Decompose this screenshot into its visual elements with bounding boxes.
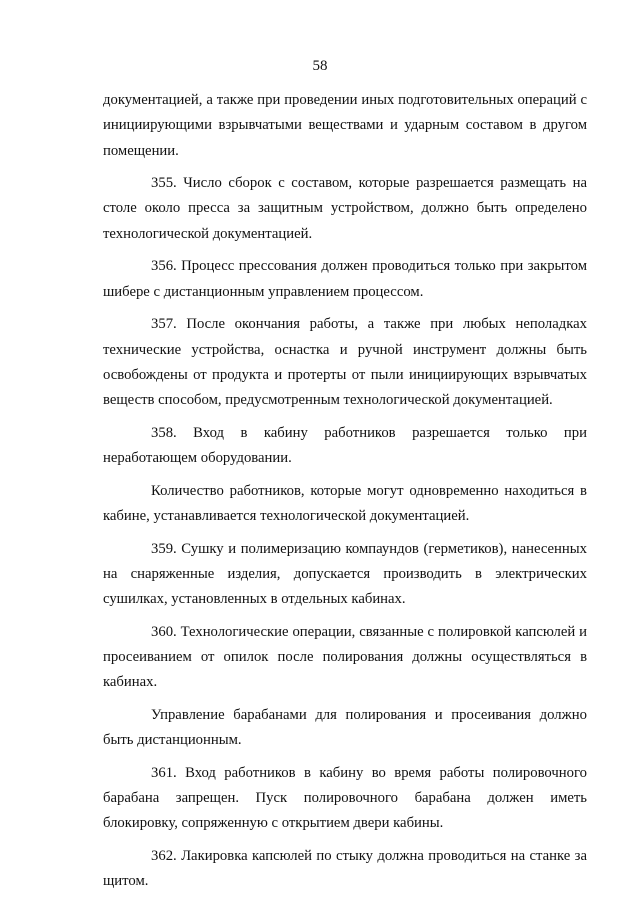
paragraph-359: 359. Сушку и полимеризацию компаундов (герметиков), нанесенных на снаряженные изделия, допускается производить в электрических сушилках, установленных в отдельных кабинах.	[103, 540, 587, 608]
paragraph-360-continued: Управление барабанами для полирования и просеивания должно быть дистанционным.	[103, 706, 587, 749]
paragraph-360: 360. Технологические операции, связанные с полировкой капсюлей и просеиванием от опилок после полирования должны осуществляться в кабинах.	[103, 623, 587, 691]
paragraph-continuation: документацией, а также при проведении иных подготовительных операций с инициирующими взрывчатыми веществами и ударным составом в другом помещении.	[103, 92, 587, 159]
paragraph-358-continued: Количество работников, которые могут одновременно находиться в кабине, устанавливается технологической документацией.	[103, 482, 587, 524]
paragraph-355: 355. Число сборок с составом, которые разрешается размещать на столе около пресса за защитным устройством, должно быть определено технологической документацией.	[103, 175, 587, 242]
paragraph-362: 362. Лакировка капсюлей по стыку должна проводиться на станке за щитом.	[103, 847, 587, 890]
paragraph-358: 358. Вход в кабину работников разрешается только при неработающем оборудовании.	[103, 424, 587, 467]
paragraph-357: 357. После окончания работы, а также при любых неполадках технические устройства, оснастка и ручной инструмент должны быть освобождены от продукта и протерты от пыли инициирующих взрывчатых веществ способом, предусмотренным технологической документацией.	[103, 316, 587, 409]
page-body	[103, 88, 587, 895]
paragraph-361: 361. Вход работников в кабину во время работы полировочного барабана запрещен. Пуск полировочного барабана должен иметь блокировку, сопряженную с открытием двери кабины.	[103, 764, 587, 832]
page-number: 58	[312, 58, 328, 74]
paragraph-356: 356. Процесс прессования должен проводиться только при закрытом шибере с дистанционным управлением процессом.	[103, 258, 587, 300]
